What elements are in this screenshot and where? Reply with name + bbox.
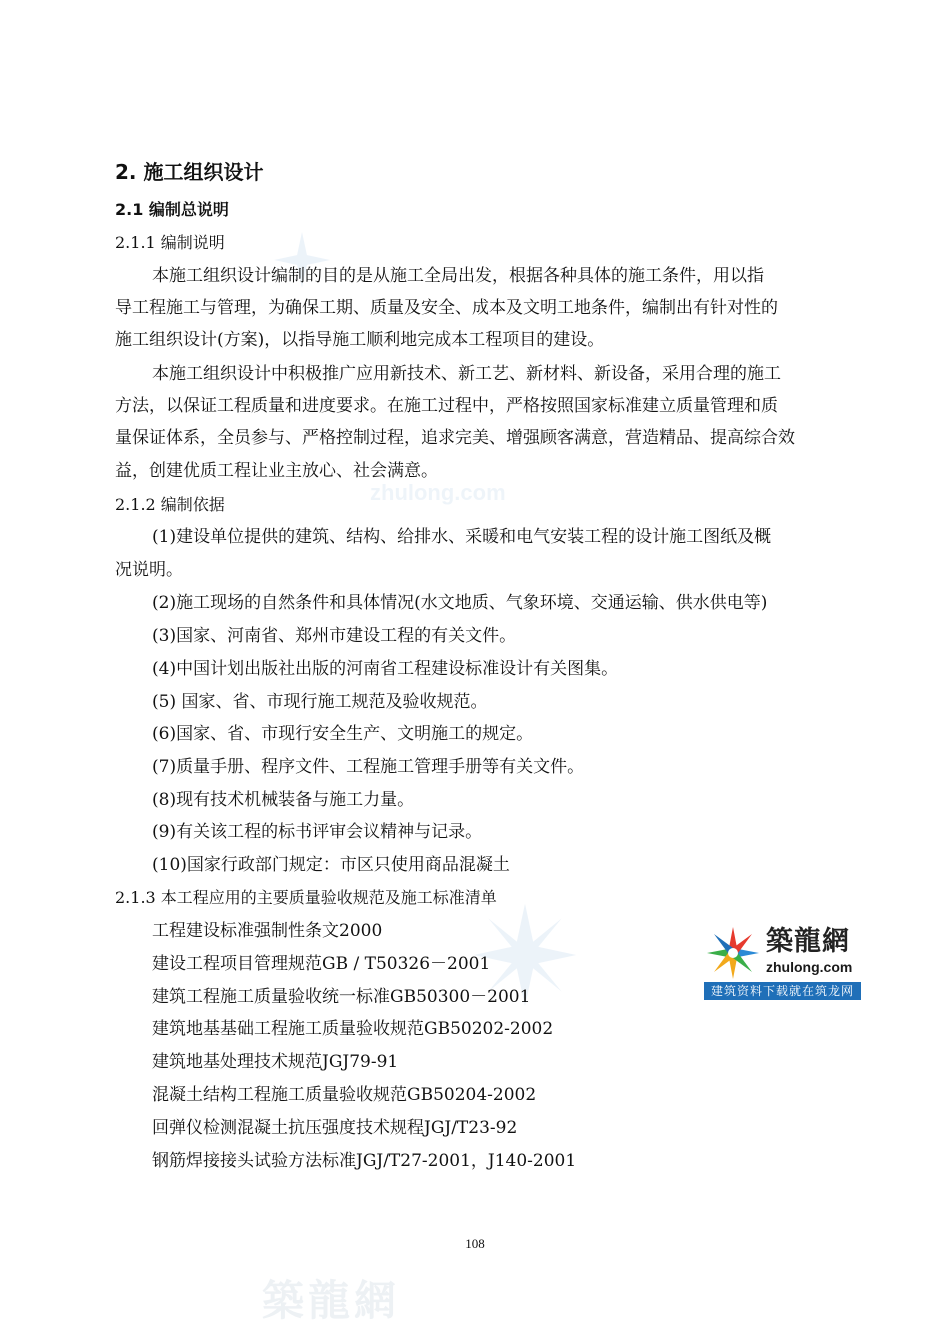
list-item: (5) 国家、省、市现行施工规范及验收规范。 (152, 692, 488, 712)
paragraph-line: 量保证体系，全员参与、严格控制过程，追求完美、增强顾客满意，营造精品、提高综合效 (115, 428, 795, 448)
paragraph-line: 施工组织设计(方案)，以指导施工顺利地完成本工程项目的建设。 (115, 330, 605, 350)
zhulong-logo (704, 924, 861, 1000)
standard-item: 回弹仪检测混凝土抗压强度技术规程JGJ/T23-92 (152, 1118, 518, 1138)
standard-item: 建筑地基处理技术规范JGJ79-91 (152, 1052, 399, 1072)
logo-tagline: 建筑资料下载就在筑龙网 (704, 982, 861, 1000)
list-item: (7)质量手册、程序文件、工程施工管理手册等有关文件。 (152, 757, 585, 777)
paragraph-line: 益，创建优质工程让业主放心、社会满意。 (115, 461, 438, 481)
list-item: (6)国家、省、市现行安全生产、文明施工的规定。 (152, 724, 534, 744)
section-title-2-1-3: 2.1.3 本工程应用的主要质量验收规范及施工标准清单 (115, 888, 497, 907)
list-item: 况说明。 (115, 560, 183, 580)
list-item: (8)现有技术机械装备与施工力量。 (152, 790, 415, 810)
watermark-text: zhulong.com (370, 480, 506, 505)
standard-item: 混凝土结构工程施工质量验收规范GB50204-2002 (152, 1085, 537, 1105)
page-number: 108 (465, 1236, 485, 1251)
paragraph-line: 导工程施工与管理，为确保工期、质量及安全、成本及文明工地条件，编制出有针对性的 (115, 298, 778, 318)
list-item: (4)中国计划出版社出版的河南省工程建设标准设计有关图集。 (152, 659, 619, 679)
section-title-2-1-1: 2.1.1 编制说明 (115, 233, 225, 252)
standard-item: 钢筋焊接接头试验方法标准JGJ/T27-2001，J140-2001 (152, 1151, 577, 1171)
list-item: (10)国家行政部门规定：市区只使用商品混凝土 (152, 855, 510, 875)
watermark-bottom: 築龍網 (262, 1276, 401, 1325)
zhulong-snowflake-icon (706, 926, 760, 980)
logo-brand-cn: 築龍網 (766, 926, 850, 957)
paragraph-line: 本施工组织设计编制的目的是从施工全局出发，根据各种具体的施工条件，用以指 (152, 266, 764, 286)
list-item: (1)建设单位提供的建筑、结构、给排水、采暖和电气安装工程的设计施工图纸及概 (152, 527, 772, 547)
standard-item: 建筑工程施工质量验收统一标准GB50300－2001 (152, 987, 531, 1007)
list-item: (3)国家、河南省、郑州市建设工程的有关文件。 (152, 626, 517, 646)
section-title-2-1-2: 2.1.2 编制依据 (115, 495, 225, 514)
logo-brand-en: zhulong.com (766, 959, 853, 975)
standard-item: 工程建设标准强制性条文2000 (152, 921, 383, 941)
standard-item: 建筑地基基础工程施工质量验收规范GB50202-2002 (152, 1019, 554, 1039)
standard-item: 建设工程项目管理规范GB / T50326－2001 (152, 954, 491, 974)
paragraph-line: 方法，以保证工程质量和进度要求。在施工过程中，严格按照国家标准建立质量管理和质 (115, 396, 778, 416)
list-item: (9)有关该工程的标书评审会议精神与记录。 (152, 822, 483, 842)
paragraph-line: 本施工组织设计中积极推广应用新技术、新工艺、新材料、新设备，采用合理的施工 (152, 364, 781, 384)
list-item: (2)施工现场的自然条件和具体情况(水文地质、气象环境、交通运输、供水供电等) (152, 593, 768, 613)
heading-1: 2. 施工组织设计 (115, 160, 264, 184)
heading-2: 2.1 编制总说明 (115, 200, 229, 219)
